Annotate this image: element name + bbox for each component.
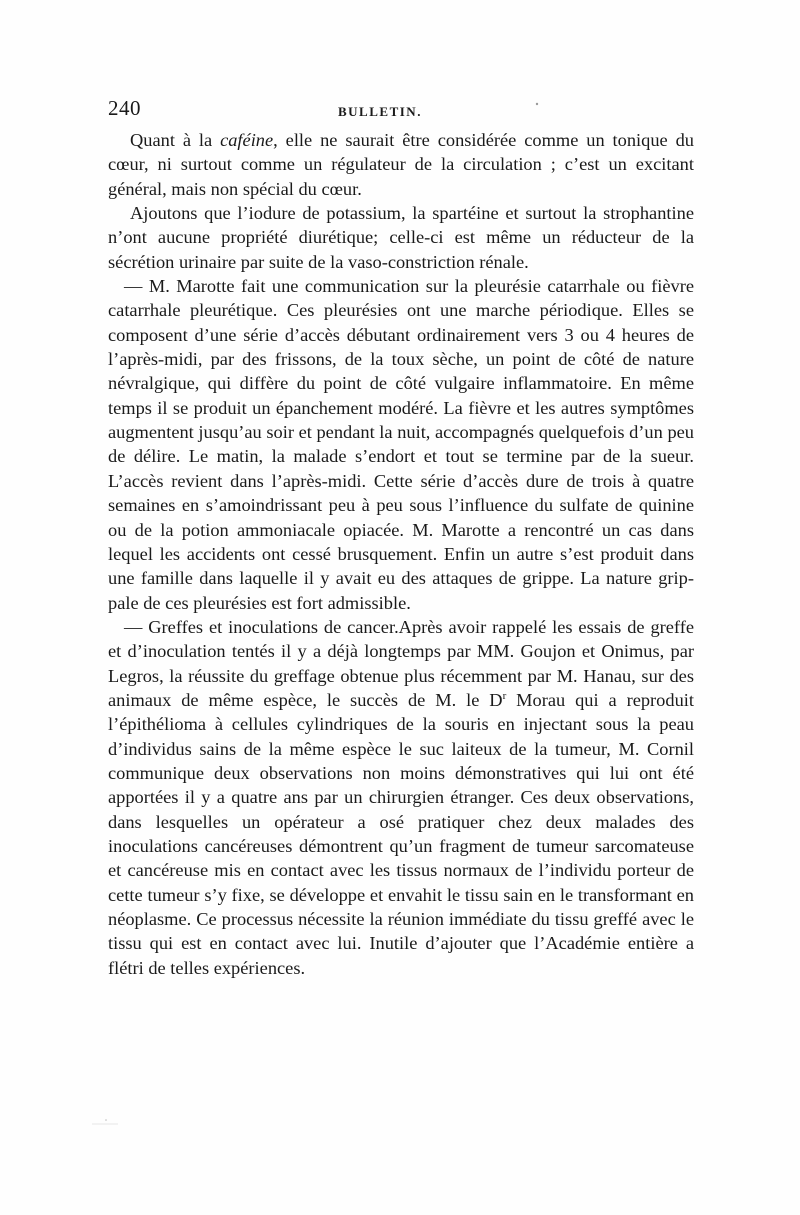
superscript: r (502, 689, 507, 702)
page-number: 240 (108, 96, 141, 120)
speck (105, 1119, 107, 1121)
paragraph-cafeine (108, 128, 694, 201)
running-title: BULLETIN. (338, 104, 422, 119)
paragraph-iodure: Ajoutons que l’iodure de potassium, la spartéine et surtout la strophantine n’ont aucune propriété diurétique; celle-ci est même un réducteur de la sécrétion urinaire par suite de la vaso-constriction rénale. (108, 203, 694, 272)
paragraph-pleuresie: — M. Marotte fait une communication sur la pleurésie catarrhale ou fièvre catarrhale pleurétique. Ces pleurésies ont une marche périodique. Elles se composent d’une série d’accès débutant ordinairement vers 3 ou 4 heures de l’après-midi, par des frissons, de la toux sèche, un point de côté de nature névralgique, qui diffère du point de côté vulgaire inflammatoire. En même temps il se produit un épanchement modéré. La fièvre et les autres symptômes augmentent jusqu’au soir et pendant la nuit, accompagnés quelquefois d’un peu de délire. Le matin, la malade s’endort et tout se termine par de la sueur. L’accès revient dans l’après-midi. Cette série d’accès dure de trois à quatre semaines en s’amoindrissant peu à peu sous l’influence du sulfate de quinine ou de la potion ammoniacale opiacée. M. Marotte a rencontré un cas dans lequel les accidents ont cessé brusquement. Enfin un autre s’est produit dans une famille dans laquelle il y avait eu des attaques de grippe. La nature grippale de ces pleurésies est fort admissible. (108, 276, 694, 613)
italic-term: caféine (220, 130, 274, 150)
paragraph-greffes (108, 615, 694, 980)
paragraph-text: , elle ne saurait être considérée comme un tonique du cœur, ni surtout comme un régulateur de la circulation ; c’est un excitant général, mais non spécial du cœur. (108, 130, 694, 199)
paragraph-text: Quant à la (130, 130, 221, 150)
running-head (108, 96, 694, 126)
paragraph-text: — Greffes et inoculations de cancer.Après avoir rappelé les essais de greffe et d’inoculation tentés il y a déjà longtemps par MM. Goujon et Onimus, par Legros, la réussite du greffage obtenue plus récemment par M. Hanau, sur des animaux de même espèce, le succès de M. le D (108, 616, 694, 710)
paragraph-text: Morau qui a reproduit l’épithélioma à cellules cylindriques de la souris en injectant sous la peau d’individus sains de la même espèce le suc laiteux de la tumeur, M. Cornil communique deux observations non moins démonstratives qui lui ont été apportées il y a quatre ans par un chirurgien étranger. Ces deux observations, dans lesquelles un opérateur a osé pratiquer chez deux malades des inoculations cancéreuses démontrent qu’un fragment de tumeur sarcomateuse et cancéreuse mis en contact avec les tissus normaux de l’individu porteur de cette tumeur s’y fixe, se développe et envahit le tissu sain en le transformant en néoplasme. Ce processus nécessite la réunion immédiate du tissu greffé avec le tissu qui est en contact avec lui. Inutile d’ajouter que l’Académie entière a flétri de telles expériences. (108, 689, 694, 978)
body-text (108, 128, 694, 980)
